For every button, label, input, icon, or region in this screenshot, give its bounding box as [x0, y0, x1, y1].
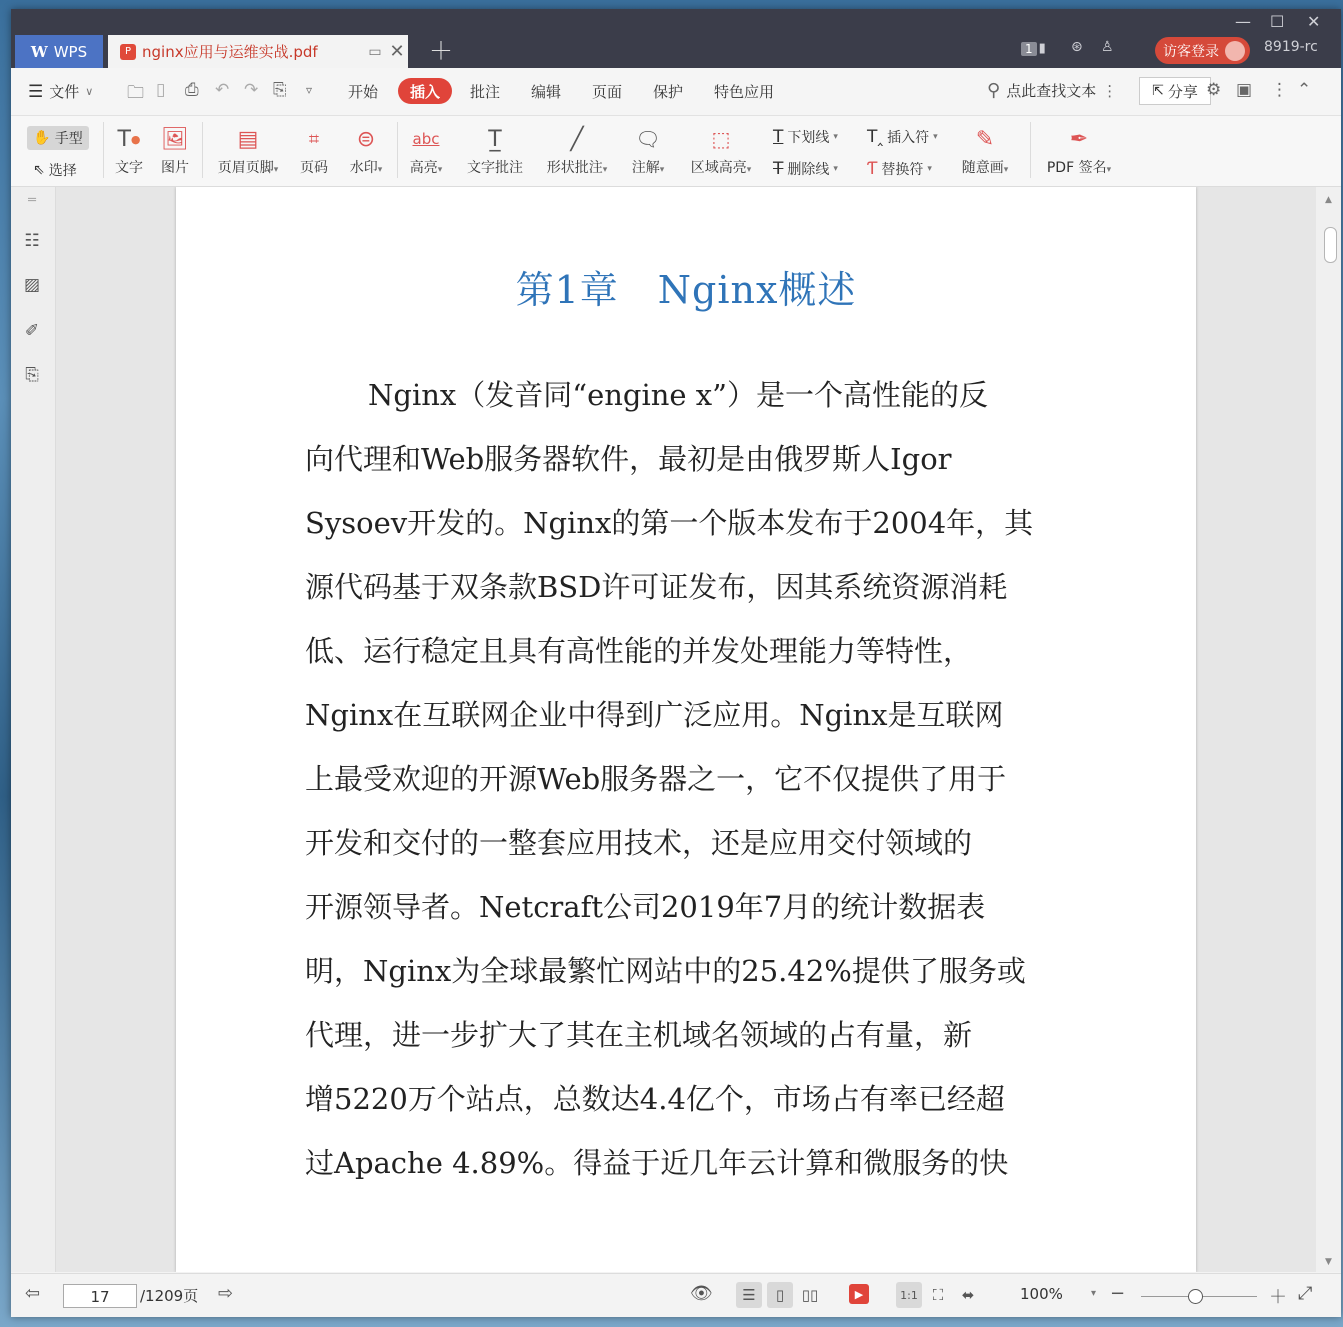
- insert-mark-icon: T‸: [867, 127, 884, 147]
- single-page-view-icon[interactable]: ▯: [767, 1282, 793, 1308]
- header-footer-button[interactable]: [211, 124, 285, 177]
- text-insert-icon: T ●: [117, 126, 141, 152]
- zoom-out-icon[interactable]: −: [1110, 1283, 1126, 1304]
- text-line: Sysoev开发的。Nginx的第一个版本发布于2004年，其: [305, 506, 1034, 540]
- avatar: [1225, 41, 1245, 61]
- guest-login-button[interactable]: [1155, 37, 1250, 64]
- caret-icon: ▾: [377, 165, 383, 175]
- maximize-icon[interactable]: ☐: [1270, 12, 1285, 31]
- pin-tab-icon[interactable]: ▭: [368, 43, 382, 60]
- insert-mark-label: 插入符: [887, 130, 930, 146]
- more-quick-icon[interactable]: ▿: [306, 83, 313, 97]
- close-window-icon[interactable]: ✕: [1307, 12, 1321, 31]
- zoom-level[interactable]: 100%: [1020, 1285, 1063, 1303]
- file-menu[interactable]: [28, 81, 93, 102]
- hand-tool-label: 手型: [54, 131, 83, 147]
- tab-edit[interactable]: 编辑: [531, 83, 562, 101]
- hand-tool-button[interactable]: [27, 126, 89, 150]
- shape-comment-button[interactable]: [541, 124, 613, 177]
- status-bar: [11, 1273, 1341, 1317]
- text-line: 上最受欢迎的开源Web服务器之一，它不仅提供了用于: [305, 762, 1007, 796]
- wps-logo-icon: W: [30, 42, 48, 61]
- text-line: 明，Nginx为全球最繁忙网站中的25.42%提供了服务或: [305, 954, 1026, 988]
- strikethrough-icon: T: [773, 159, 784, 179]
- document-viewport[interactable]: [56, 187, 1316, 1272]
- text-line: 过Apache 4.89%。得益于近几年云计算和微服务的快: [305, 1146, 1009, 1180]
- thumbnail-image-icon[interactable]: ▨: [23, 275, 41, 295]
- undo-icon[interactable]: ↶: [215, 80, 230, 100]
- actual-size-icon[interactable]: 1:1: [896, 1282, 922, 1308]
- share-icon: ⇱: [1152, 83, 1164, 99]
- header-footer-label: [211, 157, 285, 177]
- share-button[interactable]: [1139, 77, 1211, 105]
- shape-comment-label: [541, 157, 613, 177]
- window-stack-icon: ▮: [1038, 41, 1046, 56]
- chapter-title: 第1章 Nginx概述: [515, 268, 857, 312]
- chevron-down-icon: ∨: [85, 85, 94, 98]
- eye-protection-icon[interactable]: 👁: [690, 1283, 713, 1304]
- signature-pen-icon: ✒: [1069, 126, 1089, 152]
- zoom-slider-knob[interactable]: [1188, 1289, 1203, 1304]
- caret-icon: ▾: [927, 164, 932, 174]
- tab-special[interactable]: 特色应用: [714, 83, 775, 101]
- two-page-view-icon[interactable]: ▯▯: [801, 1286, 819, 1304]
- highlight-label: [405, 157, 447, 177]
- caret-icon: ▾: [437, 165, 443, 175]
- page-number-icon: ⌗: [308, 128, 320, 150]
- search-icon: ⚲: [987, 80, 1001, 101]
- header-footer-icon: ▤: [237, 126, 259, 152]
- select-tool-button[interactable]: [33, 160, 77, 180]
- cursor-arrow-icon: ⇖: [33, 162, 45, 178]
- replace-mark-label: 替换符: [881, 162, 924, 178]
- total-pages-label: /1209页: [140, 1287, 199, 1305]
- tab-comment[interactable]: 批注: [470, 83, 501, 101]
- shape-comment-text: 形状批注: [546, 160, 603, 176]
- share-label: 分享: [1167, 82, 1198, 101]
- tab-page[interactable]: 页面: [592, 83, 623, 101]
- more-vertical-icon[interactable]: ⋮: [1102, 81, 1118, 100]
- left-side-panel: [11, 187, 56, 1272]
- convert-icon[interactable]: ⎘: [273, 80, 287, 100]
- pen-icon: ✎: [975, 126, 995, 152]
- fullscreen-icon[interactable]: ⤢: [1298, 1283, 1313, 1304]
- caret-icon: ▾: [833, 132, 838, 142]
- text-line: 开发和交付的一整套应用技术，还是应用交付领域的: [305, 826, 973, 860]
- fit-width-icon[interactable]: ⬌: [961, 1286, 975, 1304]
- text-line: 开源领导者。Netcraft公司2019年7月的统计数据表: [305, 890, 986, 924]
- shirt-theme-icon[interactable]: ♙: [1101, 39, 1114, 55]
- freehand-button[interactable]: [955, 124, 1015, 177]
- outline-list-icon[interactable]: ☷: [24, 231, 40, 251]
- signature-list-icon[interactable]: ⎘: [25, 365, 39, 385]
- annotation-button[interactable]: [627, 124, 669, 177]
- scroll-thumb[interactable]: [1324, 227, 1337, 263]
- ribbon-divider: [1030, 122, 1031, 178]
- area-highlight-label: [685, 157, 757, 177]
- ribbon-divider: [397, 122, 398, 178]
- highlight-text: 高亮: [409, 160, 438, 176]
- scroll-up-icon[interactable]: ▲: [1325, 195, 1332, 205]
- freehand-label: [955, 157, 1015, 177]
- watermark-label: [345, 157, 387, 177]
- window-count-number: 1: [1021, 42, 1037, 56]
- collapse-ribbon-icon[interactable]: ⌃: [1297, 80, 1312, 100]
- find-text-label: 点此查找文本: [1006, 82, 1097, 100]
- zoom-dropdown-icon[interactable]: ▾: [1091, 1288, 1097, 1299]
- window-count-badge[interactable]: [1021, 41, 1046, 56]
- underline-icon: T: [773, 127, 784, 147]
- text-line: 低、运行稳定且具有高性能的并发处理能力等特性，: [305, 634, 973, 668]
- find-text-button[interactable]: [987, 80, 1117, 101]
- caret-icon: ▾: [602, 165, 608, 175]
- fit-page-icon[interactable]: ⛶: [932, 1286, 944, 1304]
- panel-grip-icon[interactable]: ═: [28, 193, 36, 208]
- caret-icon: ▾: [833, 164, 838, 174]
- close-tab-icon[interactable]: ✕: [389, 41, 405, 62]
- account-id-text: 8919-rc: [1264, 39, 1318, 55]
- annotation-label: [627, 157, 669, 177]
- ribbon-divider: [202, 122, 203, 178]
- current-page-input[interactable]: 17: [63, 1284, 137, 1308]
- watermark-button[interactable]: [345, 124, 387, 177]
- app-window: [11, 9, 1341, 1317]
- wps-app-name: WPS: [53, 42, 88, 61]
- more-menu-icon[interactable]: ⋮: [1271, 80, 1288, 100]
- scroll-down-icon[interactable]: ▼: [1325, 1257, 1332, 1267]
- document-tab[interactable]: [108, 35, 408, 68]
- caret-icon: ▾: [659, 165, 665, 175]
- image-insert-icon: 🖼: [161, 126, 189, 152]
- tab-insert[interactable]: 插入: [398, 78, 452, 104]
- pdf-sign-label: [1041, 157, 1117, 177]
- play-slideshow-icon[interactable]: ▶: [849, 1284, 869, 1304]
- previous-page-icon[interactable]: ⇦: [25, 1283, 41, 1304]
- watermark-text: 水印: [349, 160, 378, 176]
- area-highlight-icon: ⬚: [711, 127, 731, 151]
- text-comment-icon: T̲: [488, 126, 502, 152]
- strikethrough-label: 删除线: [787, 162, 830, 178]
- underline-button[interactable]: [773, 127, 838, 147]
- menu-bar: [11, 68, 1341, 116]
- highlight-abc-icon: abc: [412, 130, 440, 148]
- hand-icon: ✋: [33, 130, 51, 146]
- body-paragraph: [305, 363, 1062, 1195]
- text-line: 向代理和Web服务器软件，最初是由俄罗斯人Igor: [305, 442, 952, 476]
- print-icon[interactable]: ⎙: [185, 80, 199, 100]
- annotation-list-icon[interactable]: ✐: [24, 321, 40, 341]
- annotation-note-icon: 🗨: [635, 127, 661, 151]
- vertical-scrollbar[interactable]: [1316, 187, 1341, 1272]
- insert-text-button[interactable]: [111, 124, 147, 177]
- tab-protect[interactable]: 保护: [653, 83, 684, 101]
- page-number-label: 页码: [300, 160, 328, 176]
- insert-image-label: 图片: [161, 160, 189, 176]
- text-comment-label: 文字批注: [467, 160, 523, 176]
- guest-login-label: 访客登录: [1163, 43, 1219, 60]
- minimize-icon[interactable]: —: [1235, 12, 1251, 31]
- caret-icon: ▾: [1106, 165, 1112, 175]
- insert-mark-button[interactable]: [867, 127, 938, 147]
- caret-icon: ▾: [746, 165, 752, 175]
- new-tab-button[interactable]: ＋: [429, 37, 453, 65]
- tab-start[interactable]: 开始: [348, 83, 379, 101]
- title-bar: [11, 9, 1341, 68]
- redo-icon[interactable]: ↷: [244, 80, 259, 100]
- freehand-text: 随意画: [961, 160, 1004, 176]
- watermark-icon: ⊜: [356, 126, 376, 152]
- insert-ribbon: [11, 116, 1341, 187]
- page-number-button[interactable]: [296, 124, 332, 177]
- line-shape-icon: ╱: [570, 126, 584, 152]
- text-line: Nginx在互联网企业中得到广泛应用。Nginx是互联网: [305, 698, 1004, 732]
- feedback-icon[interactable]: ▣: [1236, 80, 1253, 100]
- pdf-page: [176, 187, 1196, 1272]
- pdf-sign-text: PDF 签名: [1046, 160, 1107, 176]
- ribbon-divider: [103, 122, 104, 178]
- pdf-file-icon: P: [120, 44, 136, 60]
- underline-label: 下划线: [787, 130, 830, 146]
- file-menu-label: 文件: [49, 83, 80, 101]
- text-line: Nginx（发音同“engine x”）是一个高性能的反: [368, 378, 988, 412]
- annotation-text: 注解: [631, 160, 660, 176]
- skin-icon[interactable]: ⊛: [1071, 39, 1083, 55]
- caret-icon: ▾: [273, 165, 279, 175]
- text-line: 源代码基于双条款BSD许可证发布，因其系统资源消耗: [305, 570, 1008, 604]
- caret-icon: ▾: [933, 132, 938, 142]
- pdf-sign-button[interactable]: [1041, 124, 1117, 177]
- hamburger-icon: ☰: [28, 81, 44, 102]
- highlight-button[interactable]: [405, 124, 447, 177]
- text-line: 增5220万个站点，总数达4.4亿个，市场占有率已经超: [305, 1082, 1005, 1116]
- strikethrough-button[interactable]: [773, 159, 838, 179]
- document-tab-title: nginx应用与运维实战.pdf: [142, 43, 318, 61]
- continuous-view-icon[interactable]: ☰: [736, 1282, 762, 1308]
- insert-image-button[interactable]: [157, 124, 193, 177]
- save-icon[interactable]: ▯: [156, 80, 166, 100]
- text-line: 代理，进一步扩大了其在主机域名领域的占有量，新: [305, 1018, 973, 1052]
- settings-gear-icon[interactable]: ⚙: [1206, 80, 1222, 100]
- zoom-in-icon[interactable]: ＋: [1269, 1287, 1287, 1308]
- area-highlight-button[interactable]: [685, 124, 757, 177]
- area-highlight-text: 区域高亮: [690, 160, 747, 176]
- next-page-icon[interactable]: ⇨: [218, 1283, 234, 1304]
- select-tool-label: 选择: [48, 163, 77, 179]
- wps-home-tab[interactable]: [15, 35, 103, 68]
- replace-mark-button[interactable]: [867, 159, 932, 179]
- replace-mark-icon: Ƭ: [867, 159, 878, 179]
- open-folder-icon[interactable]: 🗀: [127, 83, 144, 103]
- text-comment-button[interactable]: [464, 124, 526, 177]
- caret-icon: ▾: [1003, 165, 1009, 175]
- insert-text-label: 文字: [115, 160, 143, 176]
- header-footer-text: 页眉页脚: [217, 160, 274, 176]
